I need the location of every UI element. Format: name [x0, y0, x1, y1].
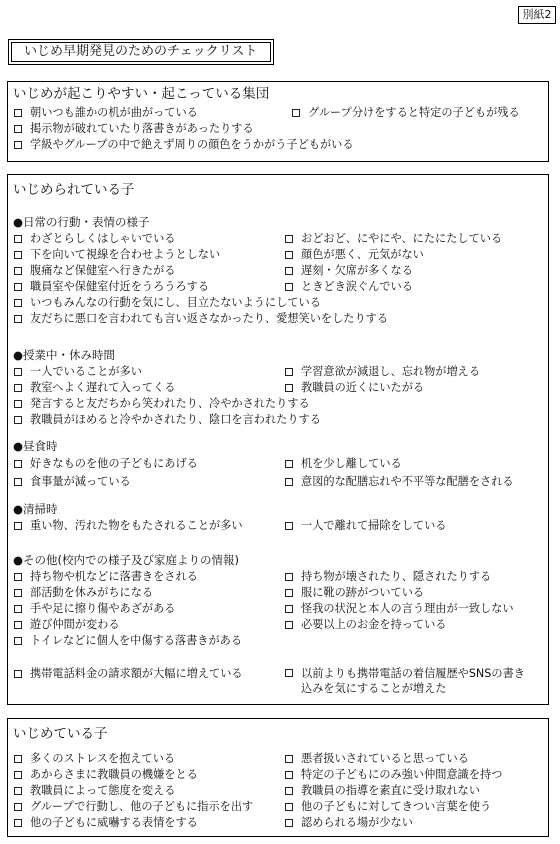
checkbox[interactable]	[285, 522, 293, 530]
bullied-panel-title: いじめられている子	[13, 182, 135, 198]
checkbox[interactable]	[285, 755, 293, 763]
checkbox[interactable]	[285, 368, 293, 376]
checklist-item[interactable]: 持ち物や机などに落書きをされる	[14, 569, 198, 584]
checkbox[interactable]	[14, 637, 22, 645]
checklist-item[interactable]: 掲示物が破れていたり落書きがあったりする	[14, 121, 254, 136]
checklist-item[interactable]: ときどき涙ぐんでいる	[285, 279, 413, 294]
checkbox[interactable]	[285, 478, 293, 486]
checklist-item[interactable]: 必要以上のお金を持っている	[285, 617, 446, 632]
checkbox[interactable]	[285, 605, 293, 613]
checklist-item[interactable]: 顔色が悪く、元気がない	[285, 247, 424, 262]
checklist-item[interactable]: 手や足に擦り傷やあざがある	[14, 601, 175, 616]
checkbox[interactable]	[14, 235, 22, 243]
checklist-item[interactable]: 好きなものを他の子どもにあげる	[14, 456, 198, 471]
bullying-panel-title: いじめている子	[13, 726, 108, 742]
checkbox[interactable]	[14, 283, 22, 291]
page-title: いじめ早期発見のためのチェックリスト	[11, 42, 271, 62]
checklist-item[interactable]: グループで行動し、他の子どもに指示を出す	[14, 799, 253, 814]
checkbox[interactable]	[285, 384, 293, 392]
checkbox[interactable]	[14, 621, 22, 629]
checklist-item[interactable]: 怪我の状況と本人の言う理由が一致しない	[285, 601, 514, 616]
checkbox[interactable]	[14, 573, 22, 581]
checkbox[interactable]	[14, 299, 22, 307]
checklist-item[interactable]: 一人で離れて掃除をしている	[285, 518, 446, 533]
checklist-item[interactable]: 教室へよく遅れて入ってくる	[14, 380, 175, 395]
checkbox[interactable]	[285, 251, 293, 259]
checklist-item[interactable]: 遊び仲間が変わる	[14, 617, 120, 632]
checklist-item[interactable]: 教職員の指導を素直に受け取れない	[285, 783, 480, 798]
checkbox[interactable]	[14, 771, 22, 779]
checkbox[interactable]	[285, 621, 293, 629]
checklist-item[interactable]: 教職員の近くにいたがる	[285, 380, 424, 395]
attachment-label: 別紙2	[518, 6, 556, 24]
checklist-item[interactable]: 学級やグループの中で絶えず周りの顔色をうかがう子どもがいる	[14, 137, 354, 152]
section-heading-other: ●その他(校内での様子及び家庭よりの情報)	[13, 553, 240, 567]
checkbox[interactable]	[285, 669, 293, 677]
checklist-item[interactable]: 多くのストレスを抱えている	[14, 751, 175, 766]
checklist-item[interactable]: 机を少し離している	[285, 456, 402, 471]
checklist-item[interactable]: あからさまに教職員の機嫌をとる	[14, 767, 198, 782]
checkbox[interactable]	[14, 755, 22, 763]
checkbox[interactable]	[285, 819, 293, 827]
checkbox[interactable]	[14, 522, 22, 530]
checkbox[interactable]	[292, 109, 300, 117]
checklist-item[interactable]: わざとらしくはしゃいでいる	[14, 231, 175, 246]
checklist-item[interactable]: 教職員がほめると冷やかされたり、陰口を言われたりする	[14, 412, 321, 427]
group-panel-title: いじめが起こりやすい・起こっている集団	[13, 86, 270, 102]
bullying-child-panel	[7, 718, 549, 837]
checklist-item[interactable]: 悪者扱いされていると思っている	[285, 751, 469, 766]
section-heading-lunch: ●昼食時	[13, 439, 58, 453]
checklist-item[interactable]: 一人でいることが多い	[14, 364, 142, 379]
checklist-item[interactable]: いつもみんなの行動を気にし、目立たないようにしている	[14, 295, 321, 310]
checklist-item[interactable]: 職員室や保健室付近をうろうろする	[14, 279, 209, 294]
checklist-item[interactable]: 腹痛など保健室へ行きたがる	[14, 263, 175, 278]
checkbox[interactable]	[285, 787, 293, 795]
checklist-item[interactable]: 他の子どもに対してきつい言葉を使う	[285, 799, 491, 814]
checklist-item[interactable]: 重い物、汚れた物をもたされることが多い	[14, 518, 243, 533]
checklist-item[interactable]: 学習意欲が減退し、忘れ物が増える	[285, 364, 480, 379]
checkbox[interactable]	[14, 605, 22, 613]
checkbox[interactable]	[285, 283, 293, 291]
section-heading-cleaning: ●清掃時	[13, 502, 58, 516]
checklist-item[interactable]: 部活動を休みがちになる	[14, 585, 153, 600]
checkbox[interactable]	[14, 589, 22, 597]
checklist-item[interactable]: 服に靴の跡がついている	[285, 585, 424, 600]
checkbox[interactable]	[285, 771, 293, 779]
checklist-item[interactable]: トイレなどに個人を中傷する落書きがある	[14, 633, 242, 648]
checkbox[interactable]	[14, 315, 22, 323]
checklist-item[interactable]: 下を向いて視線を合わせようとしない	[14, 247, 220, 262]
checklist-item[interactable]: 発言すると友だちから笑われたり、冷やかされたりする	[14, 396, 310, 411]
checkbox[interactable]	[14, 267, 22, 275]
checkbox[interactable]	[14, 251, 22, 259]
bullied-child-panel	[7, 174, 549, 705]
checkbox[interactable]	[14, 368, 22, 376]
checkbox[interactable]	[285, 460, 293, 468]
checkbox[interactable]	[14, 787, 22, 795]
checklist-item[interactable]: 教職員によって態度を変える	[14, 783, 175, 798]
checklist-item[interactable]: 遅刻・欠席が多くなる	[285, 263, 413, 278]
checkbox[interactable]	[14, 416, 22, 424]
group-panel	[7, 81, 549, 162]
checklist-item[interactable]: 携帯電話料金の請求額が大幅に増えている	[14, 666, 243, 681]
checkbox[interactable]	[14, 141, 22, 149]
section-heading-class: ●授業中・休み時間	[13, 348, 116, 362]
checklist-item[interactable]: 朝いつも誰かの机が曲がっている	[14, 105, 198, 120]
checklist-item[interactable]: 食事量が減っている	[14, 474, 131, 489]
checkbox[interactable]	[14, 384, 22, 392]
checkbox[interactable]	[14, 125, 22, 133]
checklist-item[interactable]: 持ち物が壊されたり、隠されたりする	[285, 569, 491, 584]
checklist-item[interactable]: 認められる場が少ない	[285, 815, 413, 830]
checklist-item[interactable]: 友だちに悪口を言われても言い返さなかったり、愛想笑いをしたりする	[14, 311, 388, 326]
section-heading-daily: ●日常の行動・表情の様子	[13, 215, 150, 229]
checkbox[interactable]	[285, 803, 293, 811]
checkbox[interactable]	[14, 400, 22, 408]
checkbox[interactable]	[14, 109, 22, 117]
checklist-item[interactable]: グループ分けをすると特定の子どもが残る	[292, 105, 520, 120]
checkbox[interactable]	[285, 573, 293, 581]
checklist-item[interactable]: 特定の子どもにのみ強い仲間意識を持つ	[285, 767, 502, 782]
checklist-item[interactable]: 他の子どもに威嚇する表情をする	[14, 815, 198, 830]
checkbox[interactable]	[285, 235, 293, 243]
checklist-title-box	[8, 39, 274, 65]
checkbox[interactable]	[285, 267, 293, 275]
checkbox[interactable]	[14, 819, 22, 827]
checkbox[interactable]	[14, 670, 22, 678]
checkbox[interactable]	[14, 478, 22, 486]
checkbox[interactable]	[14, 803, 22, 811]
checkbox[interactable]	[14, 460, 22, 468]
checklist-item[interactable]: おどおど、にやにや、にたにたしている	[285, 231, 502, 246]
checklist-item[interactable]: 以前よりも携帯電話の着信履歴やSNSの書き込みを気にすることが増えた	[285, 666, 531, 696]
checkbox[interactable]	[285, 589, 293, 597]
checklist-item[interactable]: 意図的な配膳忘れや不平等な配膳をされる	[285, 474, 514, 489]
